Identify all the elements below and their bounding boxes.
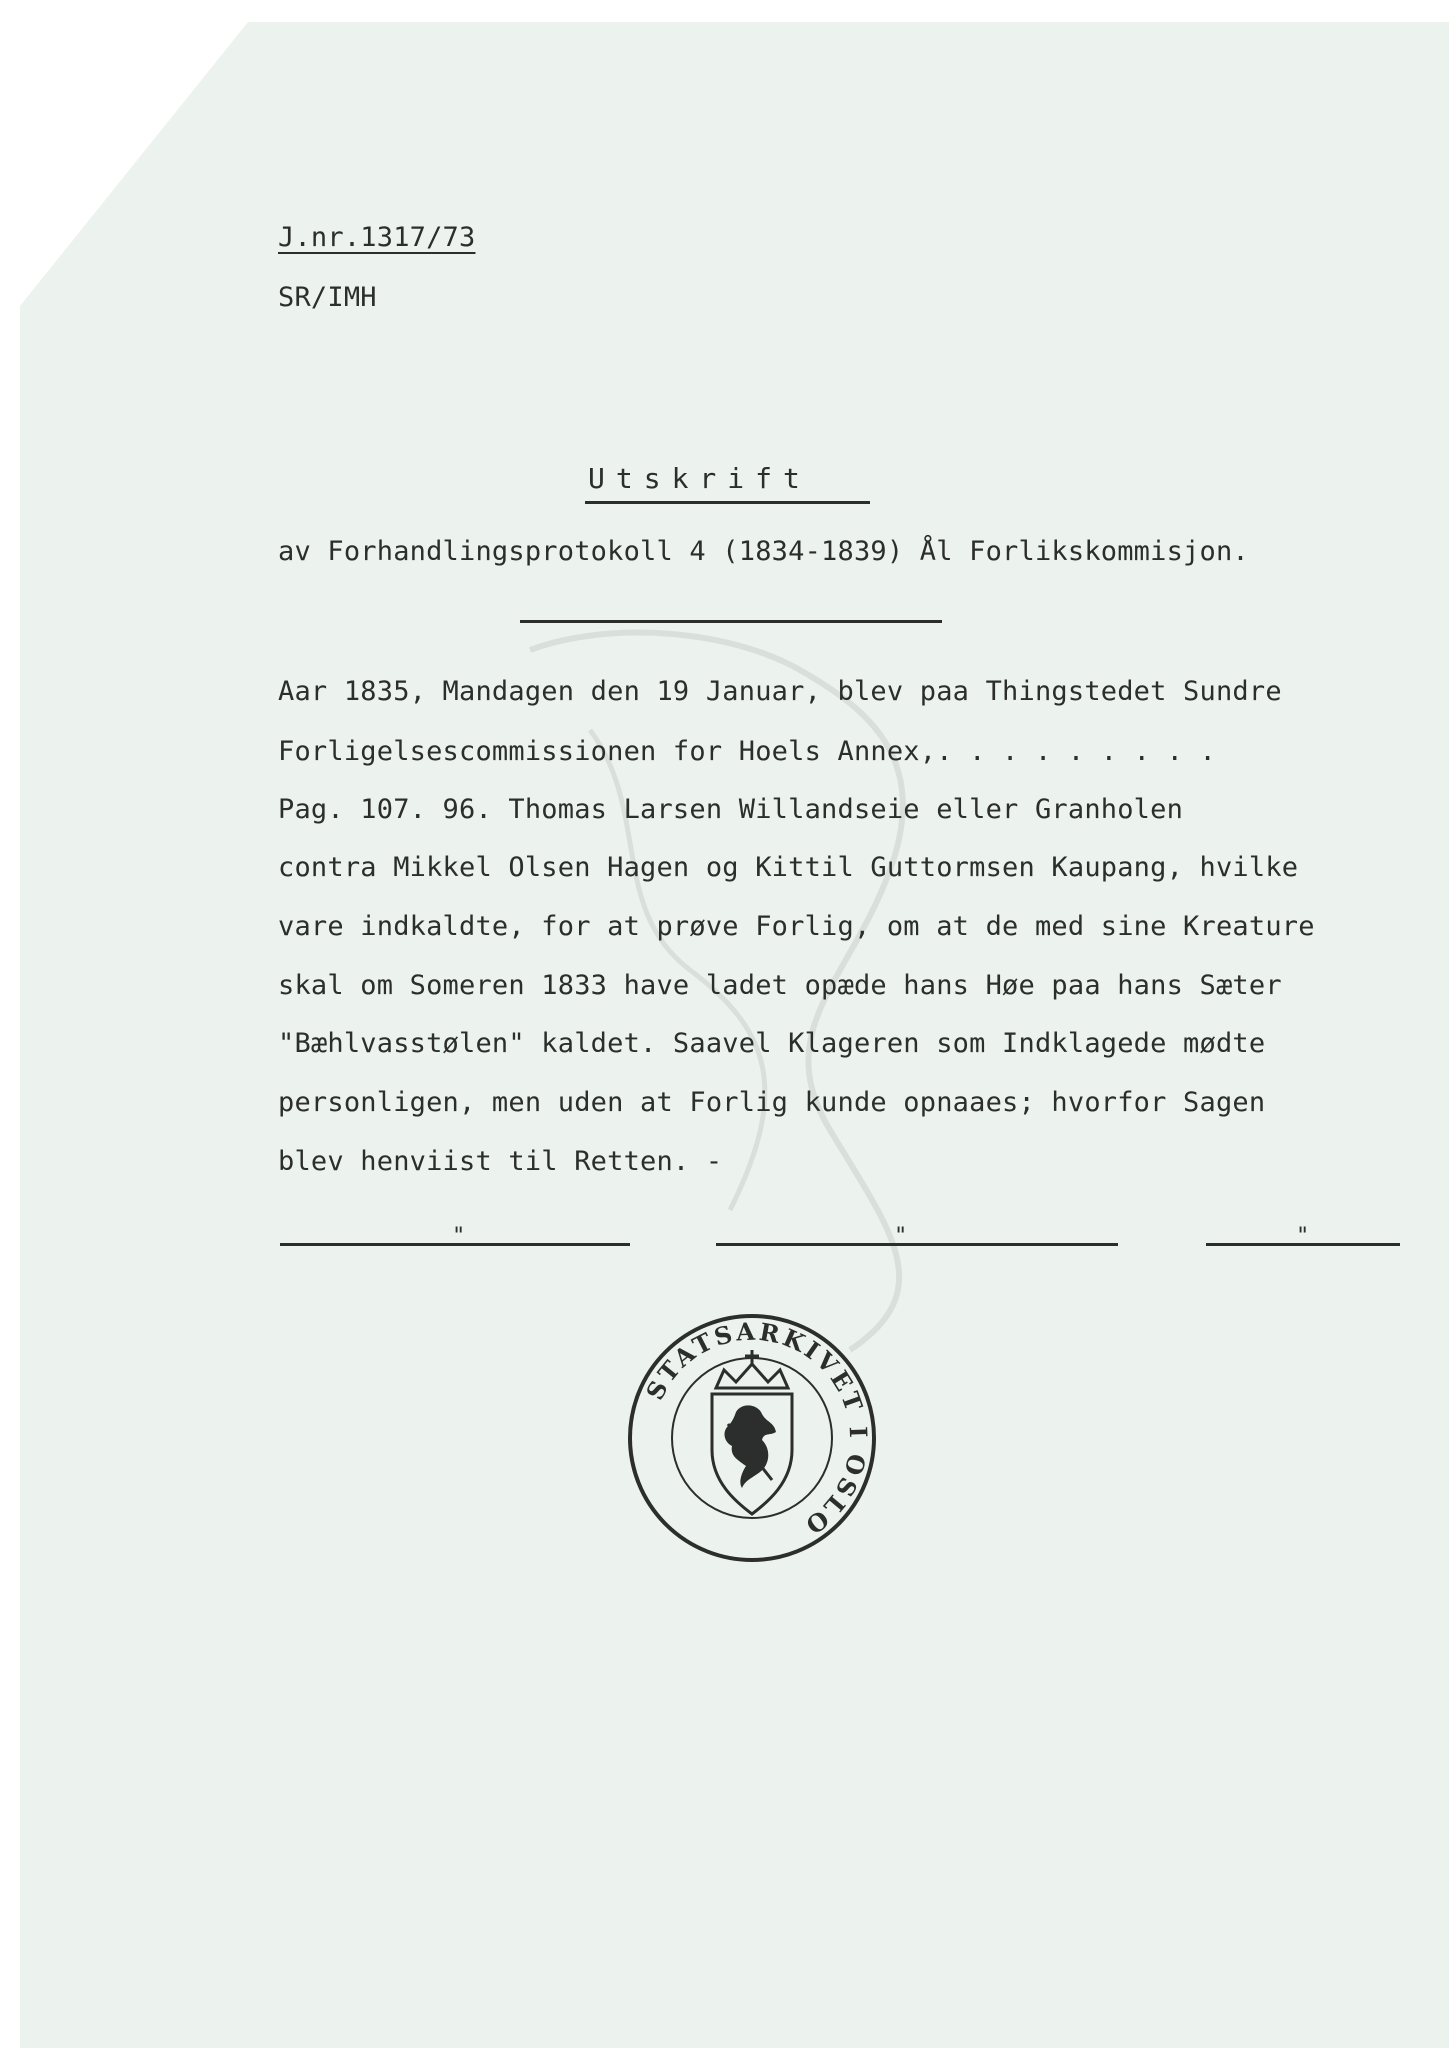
- body-line: Pag. 107. 96. Thomas Larsen Willandseie eller Granholen: [278, 794, 1184, 825]
- ditto-mark: ": [894, 1224, 908, 1249]
- journal-reference: J.nr.1317/73: [278, 222, 476, 253]
- body-line: contra Mikkel Olsen Hagen og Kittil Guttormsen Kaupang, hvilke: [278, 852, 1299, 883]
- signature-line: [716, 1243, 1118, 1246]
- ditto-mark: ": [452, 1224, 466, 1249]
- document-subtitle: av Forhandlingsprotokoll 4 (1834-1839) Ål Forlikskommisjon.: [278, 536, 1249, 567]
- body-line: Aar 1835, Mandagen den 19 Januar, blev paa Thingstedet Sundre: [278, 676, 1282, 707]
- ditto-mark: ": [1296, 1224, 1310, 1249]
- separator-rule: [520, 620, 942, 623]
- body-line: blev henviist til Retten. -: [278, 1146, 723, 1177]
- author-initials: SR/IMH: [278, 282, 377, 313]
- title-underline: [585, 501, 870, 504]
- body-line: "Bæhlvasstølen" kaldet. Saavel Klageren som Indklagede mødte: [278, 1028, 1266, 1059]
- body-line: vare indkaldte, for at prøve Forlig, om at de med sine Kreature: [278, 911, 1315, 942]
- body-line: personligen, men uden at Forlig kunde opnaaes; hvorfor Sagen: [278, 1087, 1266, 1118]
- body-line: Forligelsescommissionen for Hoels Annex,. . . . . . . . .: [278, 736, 1216, 767]
- norwegian-lion-coat-of-arms-icon: [712, 1350, 792, 1514]
- document-title: Utskrift: [588, 462, 811, 495]
- stamp-text: STATSARKIVET I OSLO: [639, 1316, 874, 1542]
- archive-stamp: [624, 1310, 880, 1566]
- body-line: skal om Someren 1833 have ladet opæde hans Høe paa hans Sæter: [278, 970, 1282, 1001]
